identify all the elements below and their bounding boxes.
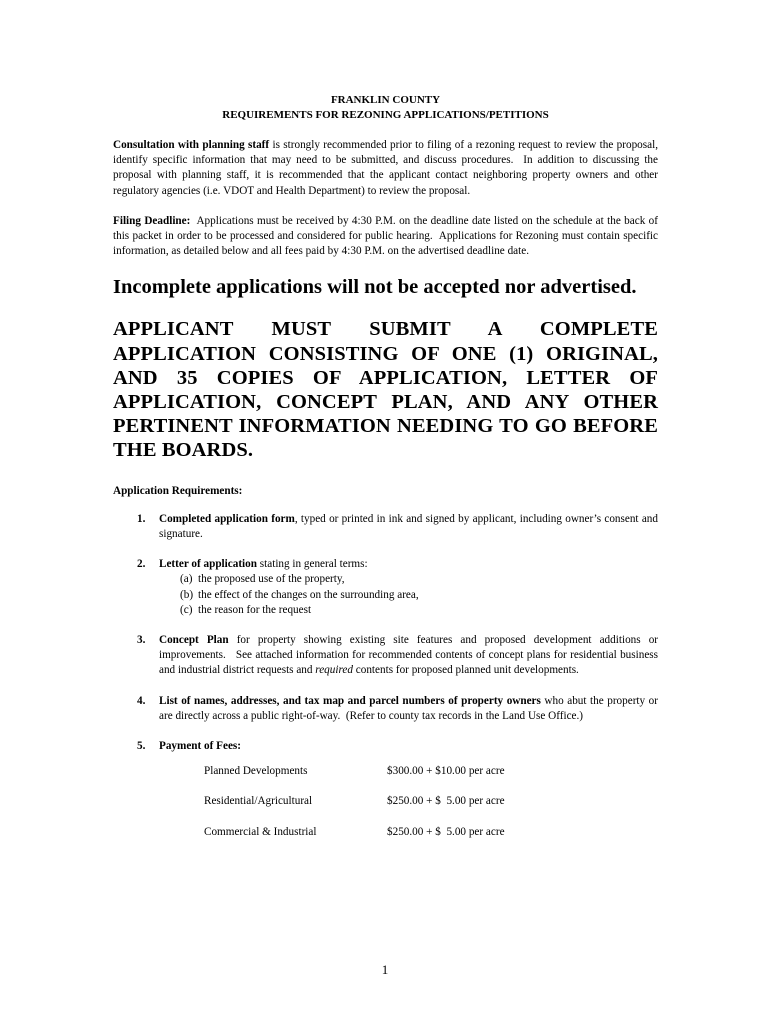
requirement-item-4 xyxy=(113,694,661,724)
sublist-item xyxy=(173,572,658,587)
fee-category: Commercial & Industrial xyxy=(204,825,317,838)
sublist-label: (a) xyxy=(180,573,193,586)
sublist-item xyxy=(173,603,658,618)
document-title xyxy=(113,93,658,123)
title-line-1: FRANKLIN COUNTY xyxy=(330,94,441,106)
requirement-lead: Concept Plan xyxy=(159,634,229,647)
requirement-number: 2. xyxy=(137,558,146,571)
requirement-number: 4. xyxy=(137,694,146,707)
title-line-2: REQUIREMENTS FOR REZONING APPLICATIONS/PETITIONS xyxy=(222,109,549,121)
page-number: 1 xyxy=(381,962,389,977)
requirement-lead: Completed application form xyxy=(159,512,295,525)
consultation-lead: Consultation with planning staff xyxy=(113,139,270,151)
fee-category: Residential/Agricultural xyxy=(204,795,313,808)
requirement-text-end: contents for proposed planned unit developments. xyxy=(352,664,579,677)
requirement-text: who abut the property or are directly across a public right-of-way. (Refer to county tax records in the Land Use Office.) xyxy=(159,694,661,722)
requirement-item-1 xyxy=(113,512,658,542)
requirement-emphasis: required xyxy=(315,664,353,677)
sublist-item xyxy=(173,588,658,603)
fee-row xyxy=(113,764,658,779)
filing-deadline-lead: Filing Deadline: xyxy=(113,214,191,227)
applicant-notice: APPLICANT MUST SUBMIT A COMPLETE APPLICATION CONSISTING OF ONE (1) ORIGINAL, AND 35 COPIES OF APPLICATION, LETTER OF APPLICATION, CONCEPT PLAN, AND ANY OTHER PERTINENT INFORMATION NEEDING TO GO BEFORE THE BOARDS. xyxy=(113,318,658,462)
fee-row xyxy=(113,794,658,809)
sublist-text: the reason for the request xyxy=(198,603,312,616)
fee-category: Planned Developments xyxy=(204,765,308,778)
requirements-heading: Application Requirements: xyxy=(113,484,243,497)
requirement-number: 3. xyxy=(137,634,146,647)
filing-deadline-text: Applications must be received by 4:30 P.M. on the deadline date listed on the schedule at the back of this packet in order to be processed and considered for public hearing. Applications for Rezoning must contain specific information, as detailed below and all fees paid by 4:30 P.M. on the advertised deadline date. xyxy=(113,214,661,258)
requirement-number: 1. xyxy=(137,512,146,525)
fee-table xyxy=(113,764,658,840)
requirement-lead: Letter of application xyxy=(159,558,257,571)
requirement-item-5 xyxy=(113,739,658,754)
sublist-text: the effect of the changes on the surrounding area, xyxy=(198,588,419,601)
requirements-list xyxy=(113,512,661,754)
sublist-label: (b) xyxy=(180,588,194,601)
requirement-text: stating in general terms: xyxy=(256,558,368,571)
requirement-number: 5. xyxy=(137,740,146,753)
requirement-lead: Payment of Fees: xyxy=(159,740,242,753)
requirement-lead: List of names, addresses, and tax map and parcel numbers of property owners xyxy=(159,694,541,707)
requirement-item-3 xyxy=(113,633,661,679)
letter-sublist xyxy=(159,572,658,618)
document-page xyxy=(113,93,661,855)
fee-amount: $250.00 + $ 5.00 per acre xyxy=(387,825,505,838)
filing-deadline-paragraph xyxy=(113,214,661,260)
fee-amount: $300.00 + $10.00 per acre xyxy=(387,765,505,778)
sublist-label: (c) xyxy=(180,603,193,616)
requirement-item-2 xyxy=(113,557,658,618)
incomplete-notice: Incomplete applications will not be accepted nor advertised. xyxy=(113,276,637,299)
consultation-paragraph xyxy=(113,138,661,199)
sublist-text: the proposed use of the property, xyxy=(198,573,345,586)
requirement-text: , typed or printed in ink and signed by applicant, including owner’s consent and signature. xyxy=(159,512,658,541)
requirement-text: for property showing existing site features and proposed development additions or improvements. See attached information for recommended contents of concept plans for residential business and industrial district requests and xyxy=(159,634,661,677)
fee-row xyxy=(113,825,658,840)
fee-amount: $250.00 + $ 5.00 per acre xyxy=(387,795,505,808)
consultation-text: is strongly recommended prior to filing of a rezoning request to review the proposal, identify specific information that may need to be submitted, and discuss procedures. In addition to discussing the proposal with planning staff, it is recommended that the applicant contact neighboring property owners and other regulatory agencies (i.e. VDOT and Health Department) to review the proposal. xyxy=(113,139,661,197)
